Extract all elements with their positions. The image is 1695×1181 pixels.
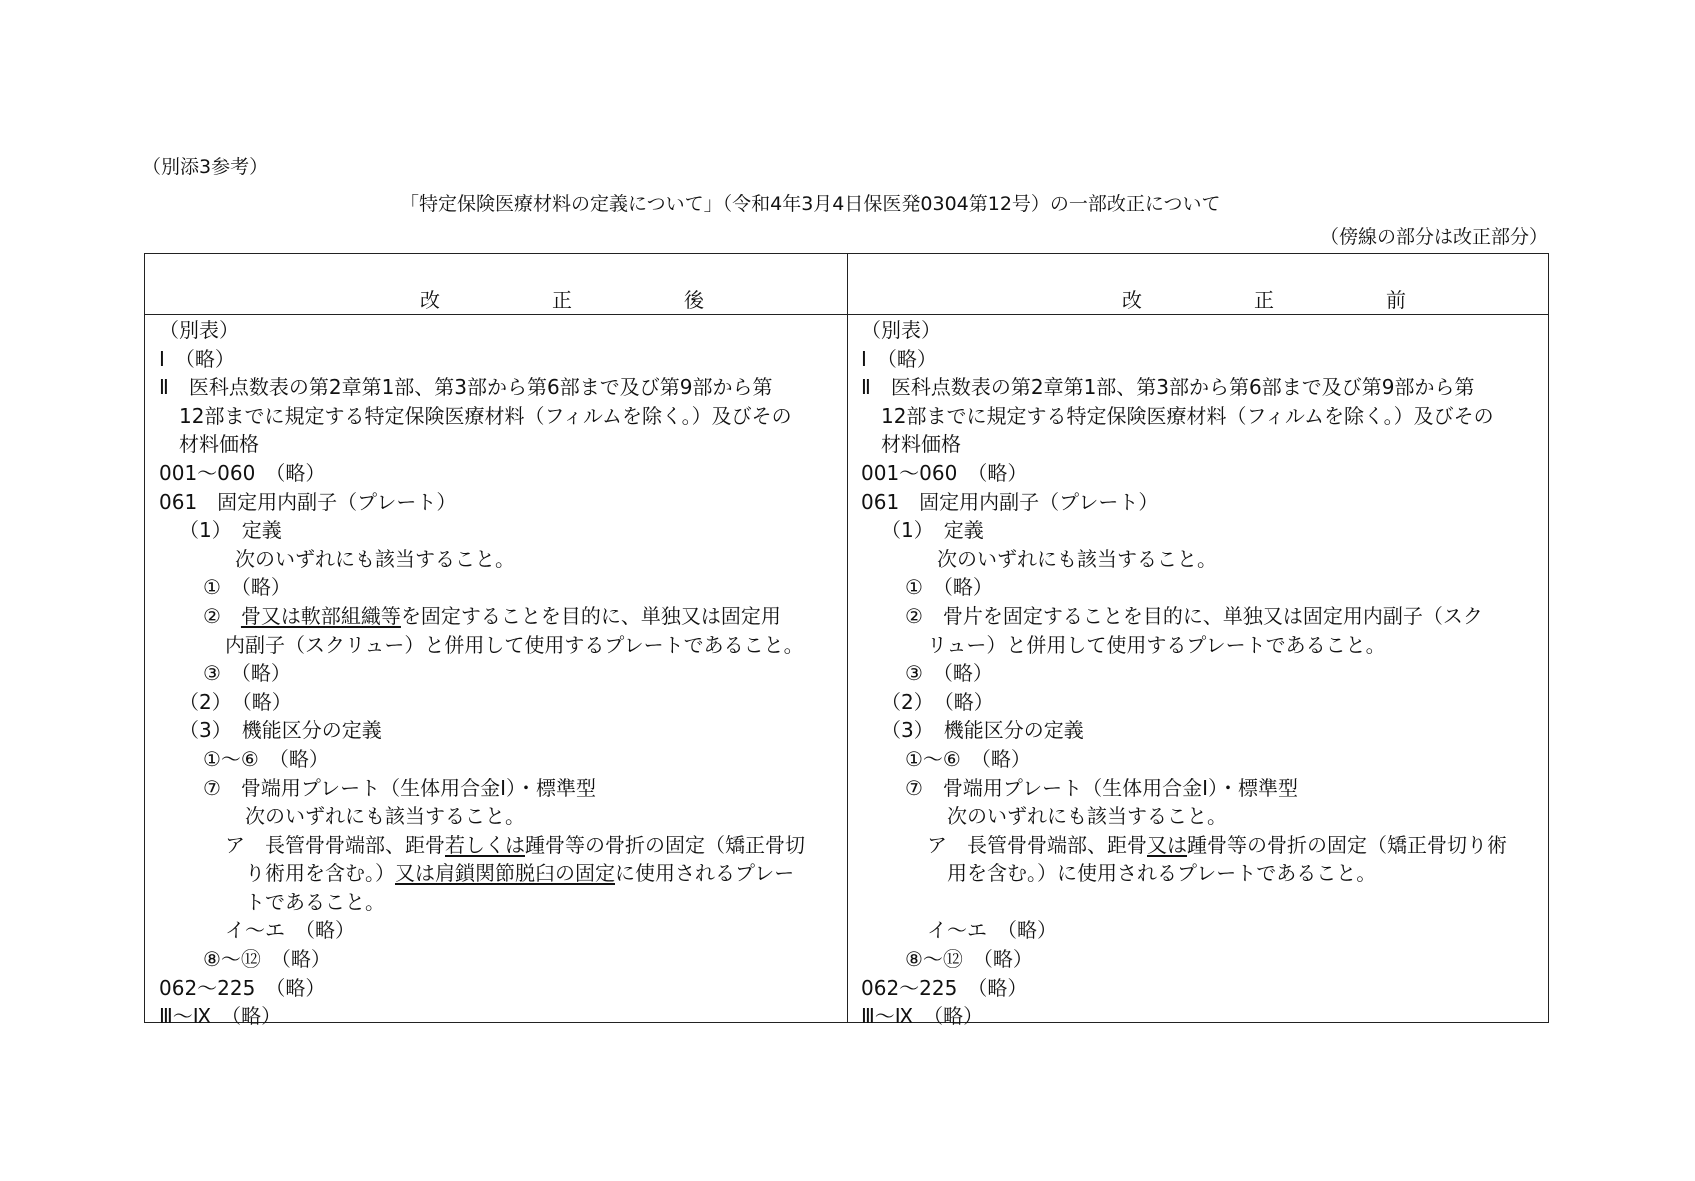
after-line: （1） 定義	[179, 518, 282, 543]
after-line	[159, 831, 839, 860]
before-line: Ⅱ 医科点数表の第2章第1部、第3部から第6部まで及び第9部から第	[861, 375, 1475, 400]
before-line: （2） （略）	[881, 689, 994, 714]
after-line: （3） 機能区分の定義	[179, 718, 382, 743]
amended-text: 又は	[1147, 832, 1187, 857]
before-line: ⑦ 骨端用プレート（生体用合金Ⅰ）・標準型	[905, 775, 1299, 800]
comparison-table	[144, 253, 1549, 1029]
before-line: ①～⑥ （略）	[905, 746, 1031, 771]
after-line-part: 踵骨等の骨折の固定（矯正骨切	[525, 832, 805, 857]
after-line	[159, 859, 839, 888]
amended-text: 又は肩鎖関節脱臼の固定	[395, 861, 615, 886]
before-line: （別表）	[861, 318, 941, 342]
amended-text: 骨又は軟部組織等	[240, 603, 401, 628]
header-divider	[145, 314, 1548, 315]
after-line: トであること。	[245, 889, 385, 914]
before-line: Ⅲ～Ⅸ （略）	[861, 1004, 984, 1029]
before-line: 材料価格	[881, 432, 961, 457]
after-line: （別表）	[159, 318, 239, 342]
before-line: 用を含む。）に使用されるプレートであること。	[947, 861, 1377, 886]
amended-text: 若しくは	[445, 832, 525, 857]
after-line: ③ （略）	[203, 661, 291, 686]
after-line: （2） （略）	[179, 689, 292, 714]
attachment-reference: （別添3参考）	[142, 156, 269, 178]
after-line: ⑧～⑫ （略）	[203, 947, 331, 972]
before-line-part: 踵骨等の骨折の固定（矯正骨切り術	[1187, 832, 1507, 857]
after-line	[159, 602, 839, 631]
after-line-part: に使用されるプレー	[615, 861, 795, 886]
before-line: ⑧～⑫ （略）	[905, 947, 1033, 972]
after-line: ① （略）	[203, 575, 291, 600]
after-line: Ⅱ 医科点数表の第2章第1部、第3部から第6部まで及び第9部から第	[159, 375, 773, 400]
after-line: 12部までに規定する特定保険医療材料（フィルムを除く。）及びその	[179, 403, 792, 428]
column-divider	[847, 254, 848, 1022]
after-line: 次のいずれにも該当すること。	[245, 804, 525, 829]
after-line-part: り術用を含む。）	[245, 861, 395, 886]
before-line-part: ア 長管骨骨端部、距骨	[927, 832, 1147, 857]
after-line: 061 固定用内副子（プレート）	[159, 489, 457, 514]
document-title: 「特定保険医療材料の定義について」（令和4年3月4日保医発0304第12号）の一部改正について	[400, 193, 1221, 215]
before-line	[861, 831, 1541, 860]
before-line: リュー）と併用して使用するプレートであること。	[927, 632, 1386, 657]
before-revision-column	[861, 316, 1541, 1031]
after-line: 062～225 （略）	[159, 975, 326, 1000]
after-line: 001～060 （略）	[159, 460, 326, 485]
before-line: 次のいずれにも該当すること。	[947, 804, 1227, 829]
before-line: 001～060 （略）	[861, 460, 1028, 485]
after-revision-heading: 改 正 後	[420, 288, 750, 312]
before-line: 062～225 （略）	[861, 975, 1028, 1000]
before-line: 次のいずれにも該当すること。	[937, 546, 1217, 571]
after-line: イ～エ （略）	[225, 918, 355, 943]
after-line: ①～⑥ （略）	[203, 746, 329, 771]
before-line: ① （略）	[905, 575, 993, 600]
after-line-part: ②	[203, 603, 241, 628]
before-line: ③ （略）	[905, 661, 993, 686]
before-line: ② 骨片を固定することを目的に、単独又は固定用内副子（スク	[905, 603, 1483, 628]
after-line-part: を固定することを目的に、単独又は固定用	[400, 603, 781, 628]
before-line: 061 固定用内副子（プレート）	[861, 489, 1159, 514]
after-line: ⑦ 骨端用プレート（生体用合金Ⅰ）・標準型	[203, 775, 597, 800]
before-line: Ⅰ （略）	[861, 346, 937, 371]
after-line: 材料価格	[179, 432, 259, 457]
after-revision-column	[159, 316, 839, 1031]
before-line: 12部までに規定する特定保険医療材料（フィルムを除く。）及びその	[881, 403, 1494, 428]
after-line: Ⅰ （略）	[159, 346, 235, 371]
after-line-part: ア 長管骨骨端部、距骨	[225, 832, 445, 857]
after-line: Ⅲ～Ⅸ （略）	[159, 1004, 282, 1029]
before-line: イ～エ （略）	[927, 918, 1057, 943]
after-line: 内副子（スクリュー）と併用して使用するプレートであること。	[225, 632, 804, 657]
blank-line	[861, 888, 1541, 917]
before-line: （3） 機能区分の定義	[881, 718, 1084, 743]
underline-note: （傍線の部分は改正部分）	[1319, 226, 1548, 248]
after-line: 次のいずれにも該当すること。	[235, 546, 515, 571]
before-line: （1） 定義	[881, 518, 984, 543]
before-revision-heading: 改 正 前	[1122, 288, 1452, 312]
